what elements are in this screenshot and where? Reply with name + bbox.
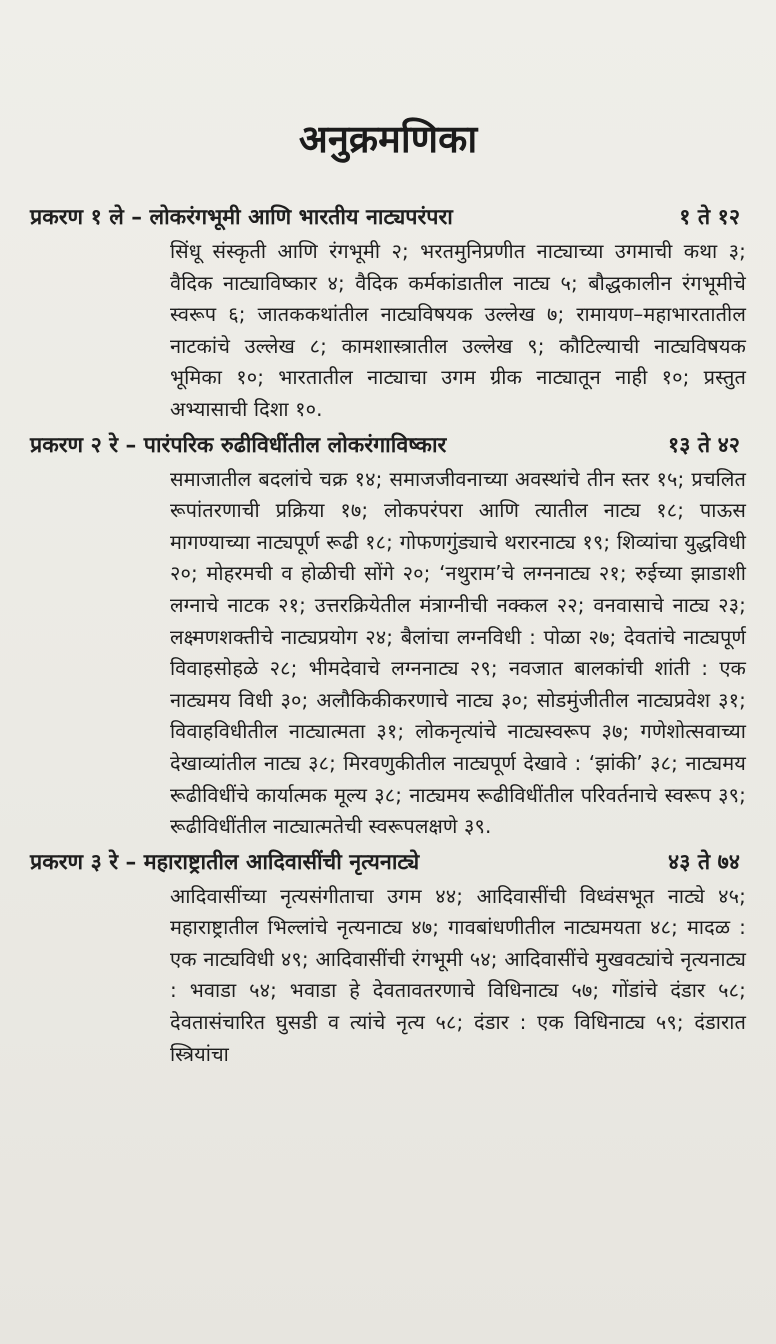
chapter-heading-row bbox=[30, 428, 746, 464]
toc-chapter-3 bbox=[30, 845, 746, 1071]
toc-chapter-2 bbox=[30, 428, 746, 843]
chapter-topics: समाजातील बदलांचे चक्र १४; समाजजीवनाच्या अवस्थांचे तीन स्तर १५; प्रचलित रूपांतरणाची प्रक्रिया १७; लोकपरंपरा आणि त्यातील नाट्य १८; पाऊस मागण्याच्या नाट्यपूर्ण रूढी १८; गोफणगुंड्याचे थरारनाट्य १९; शिव्यांचा युद्धविधी २०; मोहरमची व होळीची सोंगे २०; ‘नथुराम’चे लग्ननाट्य २१; रुईच्या झाडाशी लग्नाचे नाटक २१; उत्तरक्रियेतील मंत्राग्नीची नक्कल २२; वनवासाचे नाट्य २३; लक्ष्मणशक्तीचे नाट्यप्रयोग २४; बैलांचा लग्नविधी : पोळा २७; देवतांचे नाट्यपूर्ण विवाहसोहळे २८; भीमदेवाचे लग्ननाट्य २९; नवजात बालकांची शांती : एक नाट्यमय विधी ३०; अलौकिकीकरणाचे नाट्य ३०; सोडमुंजीतील नाट्यप्रवेश ३१; विवाहविधीतील नाट्यात्मता ३१; लोकनृत्यांचे नाट्यस्वरूप ३७; गणेशोत्सवाच्या देखाव्यांतील नाट्य ३८; मिरवणुकीतील नाट्यपूर्ण देखावे : ‘झांकी’ ३८; नाट्यमय रूढीविधींचे कार्यात्मक मूल्य ३८; नाट्यमय रूढीविधींतील परिवर्तनाचे स्वरूप ३९; रूढीविधींतील नाट्यात्मतेची स्वरूपलक्षणे ३९. bbox=[170, 466, 746, 839]
chapter-page-range: ४३ ते ७४ bbox=[668, 849, 740, 875]
chapter-topics: सिंधू संस्कृती आणि रंगभूमी २; भरतमुनिप्रणीत नाट्याच्या उगमाची कथा ३; वैदिक नाट्याविष्कार ४; वैदिक कर्मकांडातील नाट्य ५; बौद्धकालीन रंगभूमीचे स्वरूप ६; जातककथांतील नाट्यविषयक उल्लेख ७; रामायण–महाभारतातील नाटकांचे उल्लेख ८; कामशास्त्रातील उल्लेख ९; कौटिल्याची नाट्यविषयक भूमिका १०; भारतातील नाट्याचा उगम ग्रीक नाट्यातून नाही १०; प्रस्तुत अभ्यासाची दिशा १०. bbox=[170, 239, 746, 421]
page-title: अनुक्रमणिका bbox=[298, 117, 478, 161]
chapter-heading-row bbox=[30, 845, 746, 881]
table-of-contents bbox=[30, 200, 746, 1072]
chapter-page-range: १३ ते ४२ bbox=[668, 432, 740, 458]
chapter-topics: आदिवासींच्या नृत्यसंगीताचा उगम ४४; आदिवासींची विध्वंसभूत नाट्ये ४५; महाराष्ट्रातील भिल्लांचे नृत्यनाट्य ४७; गावबांधणीतील नाट्यमयता ४८; मादळ : एक नाट्यविधी ४९; आदिवासींची रंगभूमी ५४; आदिवासींचे मुखवट्यांचे नृत्यनाट्य : भवाडा ५४; भवाडा हे देवतावतरणाचे विधिनाट्य ५७; गोंडांचे दंडार ५८; देवतासंचारित घुसडी व त्यांचे नृत्य ५८; दंडार : एक विधिनाट्य ५९; दंडारात स्त्रियांचा bbox=[170, 883, 746, 1066]
chapter-page-range: १ ते १२ bbox=[679, 205, 740, 230]
chapter-heading: प्रकरण १ ले – लोकरंगभूमी आणि भारतीय नाट्यपरंपरा bbox=[30, 205, 453, 230]
chapter-heading: प्रकरण ३ रे – महाराष्ट्रातील आदिवासींची नृत्यनाट्ये bbox=[30, 849, 420, 875]
chapter-heading: प्रकरण २ रे – पारंपरिक रुढीविधींतील लोकरंगाविष्कार bbox=[30, 432, 447, 458]
toc-chapter-1 bbox=[30, 200, 746, 426]
chapter-heading-row bbox=[30, 200, 746, 236]
